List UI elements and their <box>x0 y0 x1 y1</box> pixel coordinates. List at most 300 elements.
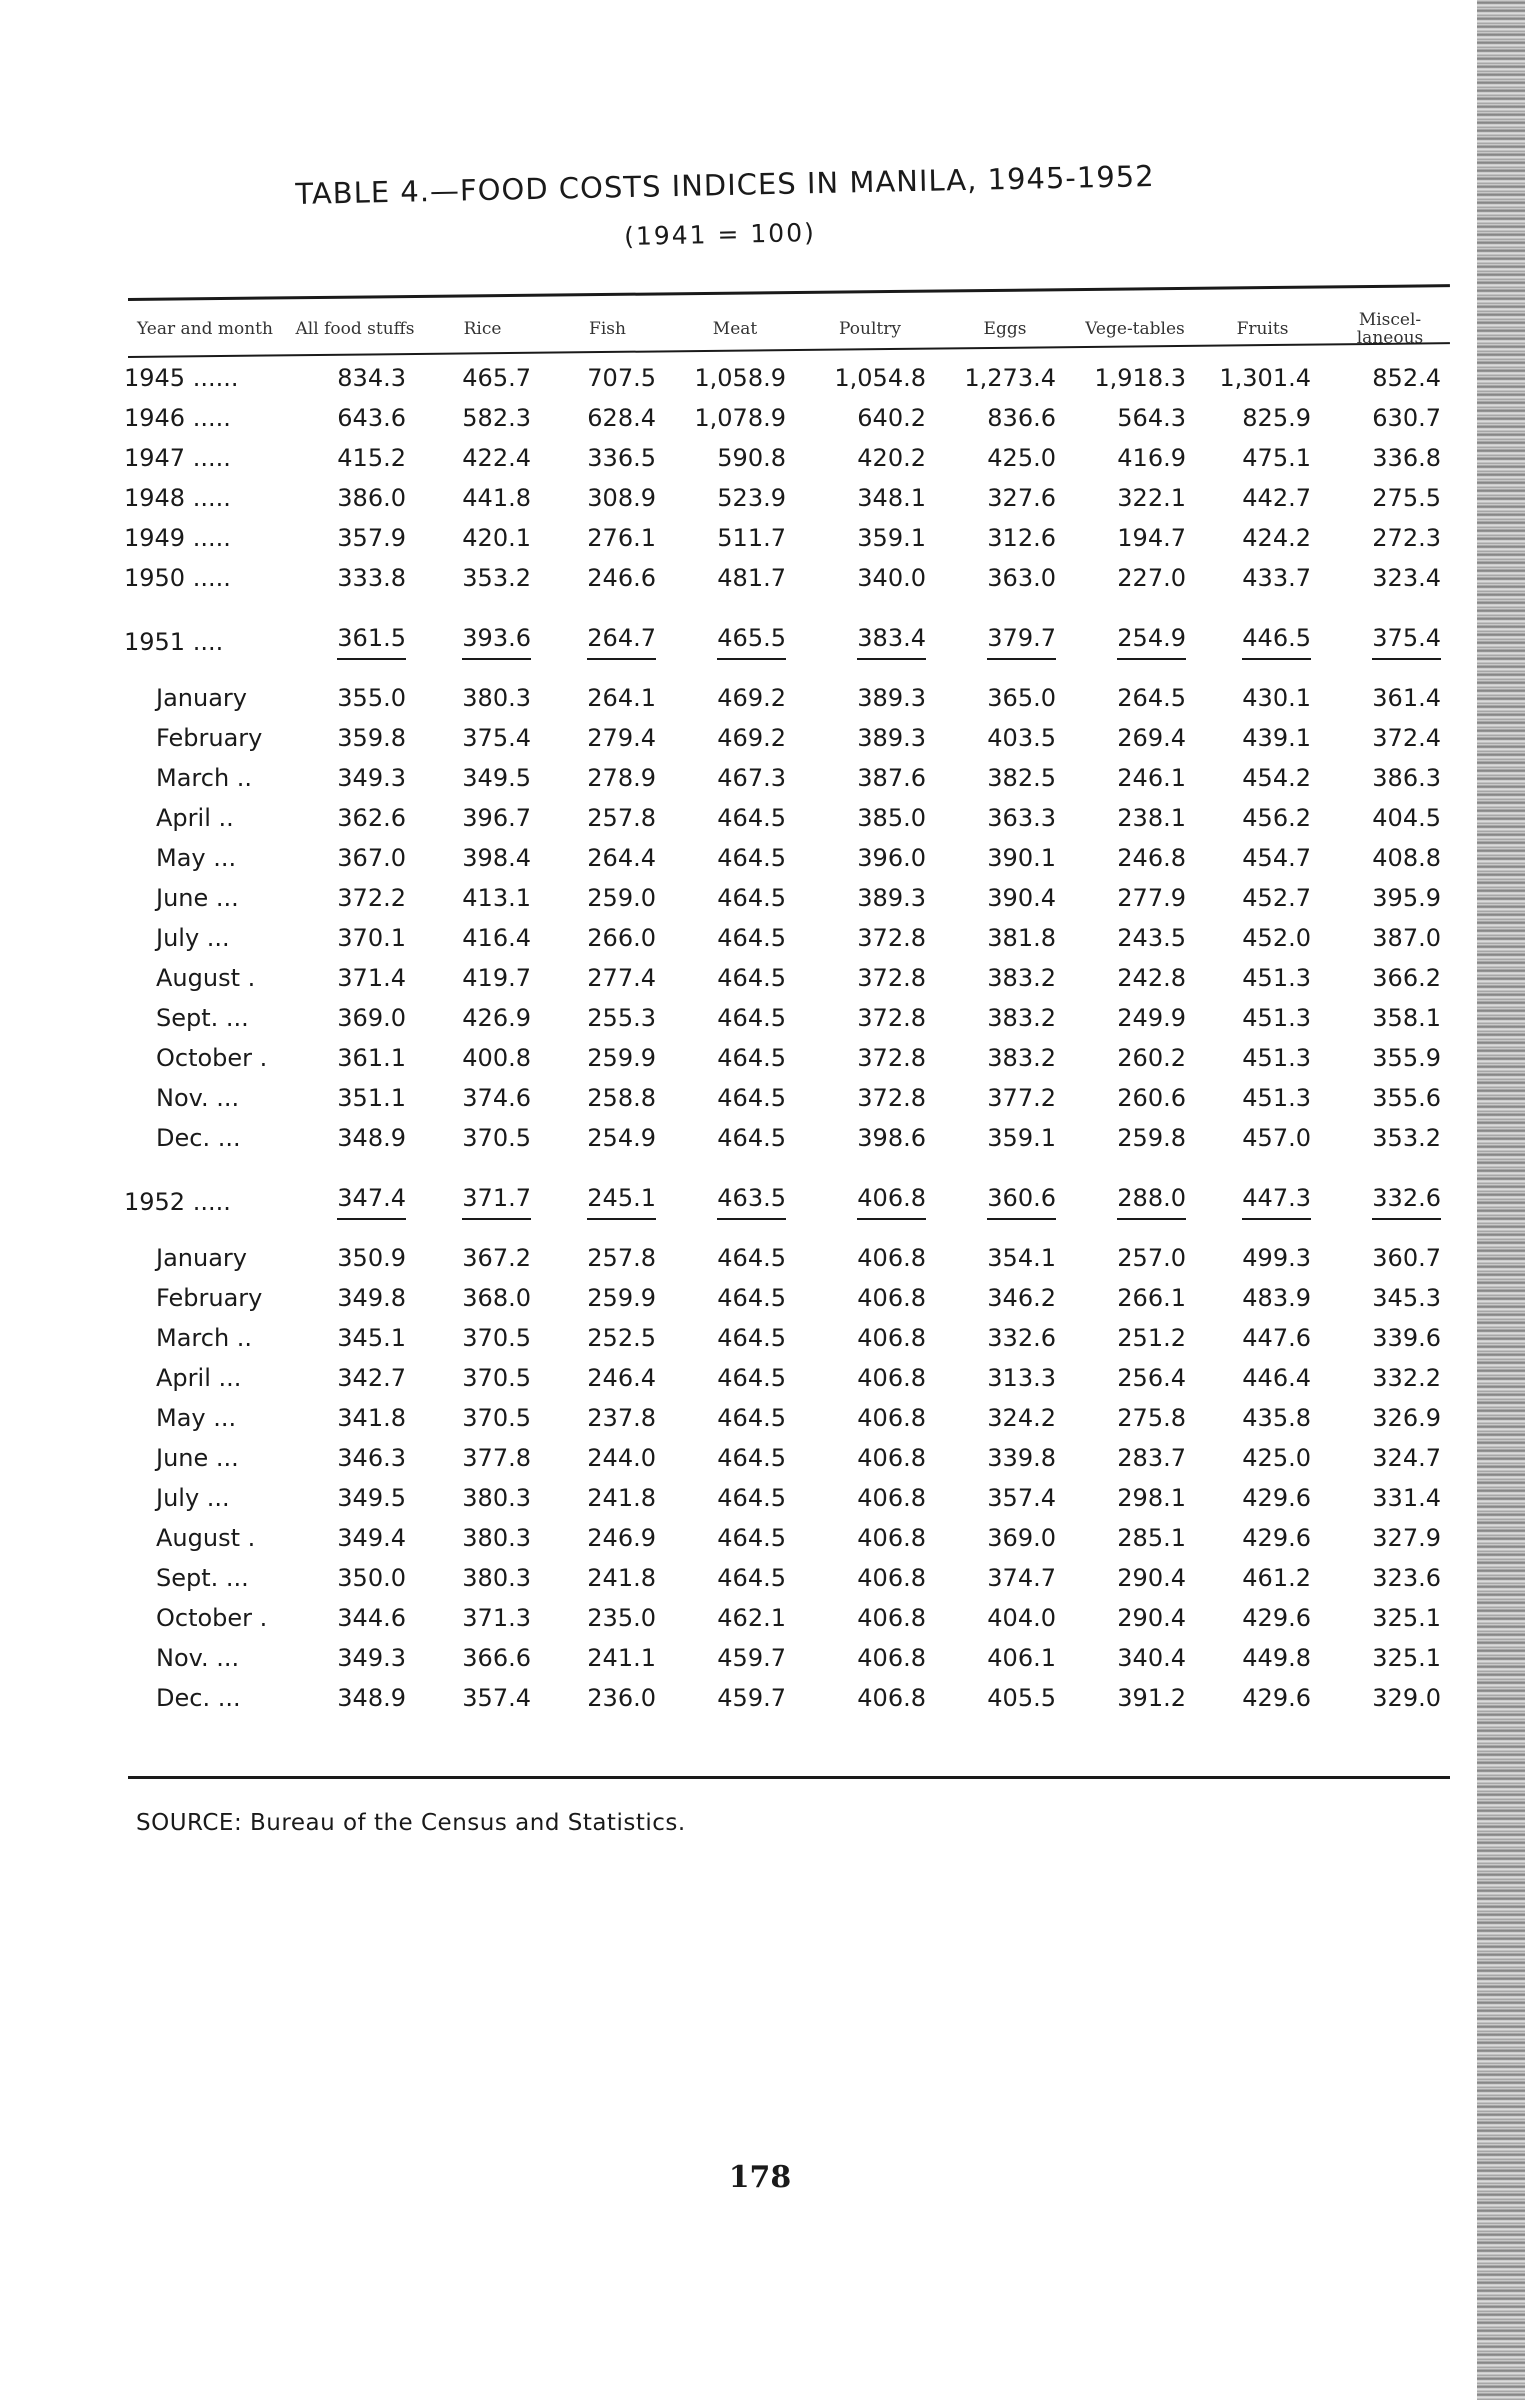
cell-value: 246.6 <box>587 564 656 592</box>
cell-value: 464.5 <box>717 1124 786 1152</box>
cell-value: 630.7 <box>1372 404 1441 432</box>
row-label: 1952 ..... <box>124 1188 231 1216</box>
cell-value: 359.1 <box>987 1124 1056 1152</box>
cell-value: 426.9 <box>462 1004 531 1032</box>
cell-value: 464.5 <box>717 1284 786 1312</box>
cell-value: 349.5 <box>337 1484 406 1512</box>
cell-value <box>290 620 420 664</box>
cell-value: 257.0 <box>1117 1244 1186 1272</box>
cell-value: 464.5 <box>717 1044 786 1072</box>
row-label: March .. <box>156 764 253 792</box>
cell-value: 340.4 <box>1117 1644 1186 1672</box>
cell-value: 1,078.9 <box>694 404 786 432</box>
row-label: August . <box>156 964 256 992</box>
cell-value: 264.5 <box>1117 684 1186 712</box>
cell-value: 398.4 <box>462 844 531 872</box>
cell-value: 340.0 <box>857 564 926 592</box>
row-label: July ... <box>156 1484 230 1512</box>
cell-text: 463.5 <box>717 1184 786 1220</box>
cell-value: 324.7 <box>1372 1444 1441 1472</box>
cell-value: 365.0 <box>987 684 1056 712</box>
cell-value: 243.5 <box>1117 924 1186 952</box>
cell-value: 241.8 <box>587 1564 656 1592</box>
cell-value: 852.4 <box>1372 364 1441 392</box>
cell-value: 406.8 <box>857 1444 926 1472</box>
cell-value: 336.8 <box>1372 444 1441 472</box>
header-miscellaneous: Miscel-laneous <box>1356 310 1424 348</box>
cell-value: 269.4 <box>1117 724 1186 752</box>
month-row <box>120 1518 1455 1558</box>
cell-value: 324.2 <box>987 1404 1056 1432</box>
cell-value: 387.6 <box>857 764 926 792</box>
cell-value: 355.0 <box>337 684 406 712</box>
cell-value: 349.4 <box>337 1524 406 1552</box>
cell-value: 241.8 <box>587 1484 656 1512</box>
cell-value: 312.6 <box>987 524 1056 552</box>
cell-value: 422.4 <box>462 444 531 472</box>
month-row <box>120 998 1455 1038</box>
cell-value: 590.8 <box>717 444 786 472</box>
cell-text: 360.6 <box>987 1184 1056 1220</box>
row-label: Nov. ... <box>156 1084 240 1112</box>
cell-text: 264.7 <box>587 624 656 660</box>
cell-value: 333.8 <box>337 564 406 592</box>
cell-value: 425.0 <box>1242 1444 1311 1472</box>
cell-value: 255.3 <box>587 1004 656 1032</box>
cell-value: 511.7 <box>717 524 786 552</box>
row-label: 1950 ..... <box>124 564 231 592</box>
page-number: 178 <box>728 2160 792 2195</box>
row-label: October . <box>156 1044 268 1072</box>
cell-value <box>1325 1180 1455 1224</box>
cell-value: 298.1 <box>1117 1484 1186 1512</box>
cell-value: 499.3 <box>1242 1244 1311 1272</box>
cell-value: 389.3 <box>857 684 926 712</box>
cell-value: 416.4 <box>462 924 531 952</box>
cell-value: 464.5 <box>717 844 786 872</box>
cell-value: 254.9 <box>587 1124 656 1152</box>
food-cost-table <box>120 300 1455 1718</box>
row-label: Dec. ... <box>156 1684 241 1712</box>
cell-value: 380.3 <box>462 1484 531 1512</box>
scan-edge <box>1477 0 1525 2400</box>
month-row <box>120 1678 1455 1718</box>
cell-value: 449.8 <box>1242 1644 1311 1672</box>
cell-value: 331.4 <box>1372 1484 1441 1512</box>
header-row <box>120 300 1455 358</box>
cell-value: 464.5 <box>717 1364 786 1392</box>
cell-value: 236.0 <box>587 1684 656 1712</box>
cell-value: 367.0 <box>337 844 406 872</box>
cell-value: 325.1 <box>1372 1644 1441 1672</box>
cell-value: 194.7 <box>1117 524 1186 552</box>
cell-value: 283.7 <box>1117 1444 1186 1472</box>
header-year-month: Year and month <box>137 319 273 339</box>
cell-value: 237.8 <box>587 1404 656 1432</box>
cell-value: 256.4 <box>1117 1364 1186 1392</box>
cell-value: 264.4 <box>587 844 656 872</box>
cell-value: 451.3 <box>1242 1004 1311 1032</box>
cell-value: 354.1 <box>987 1244 1056 1272</box>
cell-value: 372.8 <box>857 1084 926 1112</box>
cell-value: 277.9 <box>1117 884 1186 912</box>
cell-value: 1,301.4 <box>1219 364 1311 392</box>
cell-value: 628.4 <box>587 404 656 432</box>
header-vegetables: Vege-tables <box>1085 319 1185 339</box>
cell-value: 464.5 <box>717 1444 786 1472</box>
row-label: January <box>156 1244 247 1272</box>
cell-value: 346.3 <box>337 1444 406 1472</box>
cell-value <box>290 1180 420 1224</box>
year-row <box>120 398 1455 438</box>
cell-value: 251.2 <box>1117 1324 1186 1352</box>
cell-text: 383.4 <box>857 624 926 660</box>
cell-value: 1,273.4 <box>964 364 1056 392</box>
cell-value: 339.8 <box>987 1444 1056 1472</box>
cell-value: 258.8 <box>587 1084 656 1112</box>
cell-value: 403.5 <box>987 724 1056 752</box>
table-subtitle: (1941 = 100) <box>623 217 817 252</box>
cell-value: 462.1 <box>717 1604 786 1632</box>
cell-value: 370.5 <box>462 1364 531 1392</box>
cell-value: 351.1 <box>337 1084 406 1112</box>
cell-value: 326.9 <box>1372 1404 1441 1432</box>
cell-value <box>1200 1180 1325 1224</box>
cell-text: 406.8 <box>857 1184 926 1220</box>
cell-value: 348.1 <box>857 484 926 512</box>
spacer-row <box>120 598 1455 620</box>
cell-value: 469.2 <box>717 684 786 712</box>
annual-row <box>120 620 1455 664</box>
cell-text: 446.5 <box>1242 624 1311 660</box>
cell-value: 375.4 <box>462 724 531 752</box>
cell-value: 390.4 <box>987 884 1056 912</box>
cell-value: 355.9 <box>1372 1044 1441 1072</box>
cell-value: 420.2 <box>857 444 926 472</box>
cell-value: 456.2 <box>1242 804 1311 832</box>
header-rice: Rice <box>463 319 502 339</box>
cell-value: 278.9 <box>587 764 656 792</box>
cell-value: 339.6 <box>1372 1324 1441 1352</box>
cell-value <box>670 1180 800 1224</box>
row-label: 1945 ...... <box>124 364 239 392</box>
cell-text: 254.9 <box>1117 624 1186 660</box>
cell-value: 374.7 <box>987 1564 1056 1592</box>
cell-value: 370.5 <box>462 1404 531 1432</box>
cell-value: 322.1 <box>1117 484 1186 512</box>
month-row <box>120 878 1455 918</box>
row-label: May ... <box>156 844 237 872</box>
cell-value: 350.0 <box>337 1564 406 1592</box>
cell-value: 406.8 <box>857 1684 926 1712</box>
cell-text: 288.0 <box>1117 1184 1186 1220</box>
cell-value: 372.8 <box>857 1004 926 1032</box>
cell-value: 332.6 <box>987 1324 1056 1352</box>
cell-value: 372.8 <box>857 964 926 992</box>
cell-value: 349.3 <box>337 1644 406 1672</box>
cell-value: 464.5 <box>717 1004 786 1032</box>
header-meat: Meat <box>712 319 758 339</box>
cell-value <box>1070 620 1200 664</box>
cell-value: 357.9 <box>337 524 406 552</box>
cell-value: 249.9 <box>1117 1004 1186 1032</box>
cell-value: 408.8 <box>1372 844 1441 872</box>
cell-text: 447.3 <box>1242 1184 1311 1220</box>
cell-value: 433.7 <box>1242 564 1311 592</box>
cell-value <box>1200 620 1325 664</box>
year-row <box>120 438 1455 478</box>
cell-value: 329.0 <box>1372 1684 1441 1712</box>
cell-value: 259.9 <box>587 1044 656 1072</box>
cell-value: 643.6 <box>337 404 406 432</box>
cell-value: 825.9 <box>1242 404 1311 432</box>
cell-value: 368.0 <box>462 1284 531 1312</box>
cell-value: 429.6 <box>1242 1604 1311 1632</box>
header-fruits: Fruits <box>1236 319 1289 339</box>
month-row <box>120 1598 1455 1638</box>
month-row <box>120 958 1455 998</box>
cell-value: 406.8 <box>857 1644 926 1672</box>
cell-value: 323.4 <box>1372 564 1441 592</box>
cell-value: 406.8 <box>857 1524 926 1552</box>
cell-value: 836.6 <box>987 404 1056 432</box>
cell-value: 238.1 <box>1117 804 1186 832</box>
cell-value: 464.5 <box>717 884 786 912</box>
cell-value: 447.6 <box>1242 1324 1311 1352</box>
cell-value: 483.9 <box>1242 1284 1311 1312</box>
cell-value: 416.9 <box>1117 444 1186 472</box>
cell-value: 349.8 <box>337 1284 406 1312</box>
cell-value: 260.2 <box>1117 1044 1186 1072</box>
month-row <box>120 1398 1455 1438</box>
row-label: April ... <box>156 1364 242 1392</box>
cell-value: 382.5 <box>987 764 1056 792</box>
cell-value: 361.1 <box>337 1044 406 1072</box>
row-label: Sept. ... <box>156 1004 249 1032</box>
row-label: 1947 ..... <box>124 444 231 472</box>
cell-value: 246.9 <box>587 1524 656 1552</box>
cell-value: 406.8 <box>857 1284 926 1312</box>
cell-value: 404.0 <box>987 1604 1056 1632</box>
cell-value: 1,054.8 <box>834 364 926 392</box>
spacer-cell <box>120 598 1455 620</box>
cell-value: 380.3 <box>462 1564 531 1592</box>
cell-value: 257.8 <box>587 1244 656 1272</box>
month-row <box>120 1318 1455 1358</box>
header-top-rule <box>128 284 1450 301</box>
cell-value: 259.8 <box>1117 1124 1186 1152</box>
header-fish: Fish <box>589 319 626 339</box>
cell-value: 389.3 <box>857 724 926 752</box>
cell-value: 369.0 <box>987 1524 1056 1552</box>
cell-value: 406.8 <box>857 1484 926 1512</box>
cell-value: 345.1 <box>337 1324 406 1352</box>
cell-value: 464.5 <box>717 1564 786 1592</box>
row-label: March .. <box>156 1324 253 1352</box>
month-row <box>120 1558 1455 1598</box>
cell-value: 244.0 <box>587 1444 656 1472</box>
header-all-food: All food stuffs <box>295 319 415 339</box>
cell-value: 366.6 <box>462 1644 531 1672</box>
cell-value: 358.1 <box>1372 1004 1441 1032</box>
cell-value: 464.5 <box>717 1404 786 1432</box>
cell-value: 420.1 <box>462 524 531 552</box>
cell-value: 465.7 <box>462 364 531 392</box>
row-label: July ... <box>156 924 230 952</box>
cell-value: 277.4 <box>587 964 656 992</box>
cell-value: 389.3 <box>857 884 926 912</box>
cell-value: 461.2 <box>1242 1564 1311 1592</box>
cell-value: 396.0 <box>857 844 926 872</box>
month-row <box>120 758 1455 798</box>
cell-value: 357.4 <box>462 1684 531 1712</box>
cell-value: 260.6 <box>1117 1084 1186 1112</box>
cell-value: 429.6 <box>1242 1524 1311 1552</box>
cell-value: 464.5 <box>717 1324 786 1352</box>
cell-text: 375.4 <box>1372 624 1441 660</box>
cell-value: 464.5 <box>717 1084 786 1112</box>
cell-value: 381.8 <box>987 924 1056 952</box>
cell-value: 353.2 <box>462 564 531 592</box>
cell-value: 380.3 <box>462 684 531 712</box>
cell-value: 227.0 <box>1117 564 1186 592</box>
cell-value: 246.1 <box>1117 764 1186 792</box>
cell-value <box>800 620 940 664</box>
cell-value: 323.6 <box>1372 1564 1441 1592</box>
cell-value: 357.4 <box>987 1484 1056 1512</box>
cell-value: 442.7 <box>1242 484 1311 512</box>
cell-value: 325.1 <box>1372 1604 1441 1632</box>
cell-value: 327.9 <box>1372 1524 1441 1552</box>
cell-value: 452.7 <box>1242 884 1311 912</box>
cell-value: 257.8 <box>587 804 656 832</box>
row-label: October . <box>156 1604 268 1632</box>
cell-text: 371.7 <box>462 1184 531 1220</box>
cell-value: 481.7 <box>717 564 786 592</box>
cell-value: 349.3 <box>337 764 406 792</box>
cell-value <box>545 1180 670 1224</box>
cell-value: 371.3 <box>462 1604 531 1632</box>
cell-value <box>670 620 800 664</box>
table-body <box>120 358 1455 1718</box>
cell-value: 336.5 <box>587 444 656 472</box>
cell-value: 451.3 <box>1242 1084 1311 1112</box>
cell-value: 404.5 <box>1372 804 1441 832</box>
cell-text: 379.7 <box>987 624 1056 660</box>
cell-value: 252.5 <box>587 1324 656 1352</box>
cell-value: 405.5 <box>987 1684 1056 1712</box>
cell-value: 413.1 <box>462 884 531 912</box>
cell-value: 332.2 <box>1372 1364 1441 1392</box>
cell-value: 383.2 <box>987 1044 1056 1072</box>
cell-value <box>1325 620 1455 664</box>
cell-value: 259.9 <box>587 1284 656 1312</box>
cell-text: 465.5 <box>717 624 786 660</box>
cell-value: 377.8 <box>462 1444 531 1472</box>
cell-value: 345.3 <box>1372 1284 1441 1312</box>
cell-value: 435.8 <box>1242 1404 1311 1432</box>
cell-value: 372.4 <box>1372 724 1441 752</box>
cell-value: 385.0 <box>857 804 926 832</box>
cell-value: 707.5 <box>587 364 656 392</box>
row-label: Dec. ... <box>156 1124 241 1152</box>
cell-value: 235.0 <box>587 1604 656 1632</box>
cell-value: 406.8 <box>857 1604 926 1632</box>
cell-value <box>420 1180 545 1224</box>
cell-value: 359.8 <box>337 724 406 752</box>
cell-value: 370.5 <box>462 1324 531 1352</box>
row-label: June ... <box>156 884 239 912</box>
cell-value: 464.5 <box>717 924 786 952</box>
row-label: 1951 .... <box>124 628 224 656</box>
cell-value: 369.0 <box>337 1004 406 1032</box>
cell-value: 464.5 <box>717 1244 786 1272</box>
cell-value <box>800 1180 940 1224</box>
cell-value: 441.8 <box>462 484 531 512</box>
cell-value: 398.6 <box>857 1124 926 1152</box>
cell-value: 406.8 <box>857 1244 926 1272</box>
cell-value: 349.5 <box>462 764 531 792</box>
row-label: 1948 ..... <box>124 484 231 512</box>
month-row <box>120 1278 1455 1318</box>
cell-value: 439.1 <box>1242 724 1311 752</box>
month-row <box>120 1478 1455 1518</box>
cell-value: 386.0 <box>337 484 406 512</box>
cell-value: 242.8 <box>1117 964 1186 992</box>
month-row <box>120 1038 1455 1078</box>
cell-value: 451.3 <box>1242 964 1311 992</box>
cell-value: 370.5 <box>462 1124 531 1152</box>
cell-value: 1,058.9 <box>694 364 786 392</box>
cell-value: 383.2 <box>987 964 1056 992</box>
cell-text: 361.5 <box>337 624 406 660</box>
cell-value: 366.2 <box>1372 964 1441 992</box>
cell-value: 383.2 <box>987 1004 1056 1032</box>
month-row <box>120 1078 1455 1118</box>
cell-value: 1,918.3 <box>1094 364 1186 392</box>
cell-value: 279.4 <box>587 724 656 752</box>
cell-value: 362.6 <box>337 804 406 832</box>
cell-value <box>545 620 670 664</box>
cell-value: 425.0 <box>987 444 1056 472</box>
month-row <box>120 1438 1455 1478</box>
cell-value: 241.1 <box>587 1644 656 1672</box>
cell-value: 372.2 <box>337 884 406 912</box>
cell-value: 391.2 <box>1117 1684 1186 1712</box>
cell-text: 332.6 <box>1372 1184 1441 1220</box>
cell-value: 353.2 <box>1372 1124 1441 1152</box>
cell-value: 464.5 <box>717 1484 786 1512</box>
month-row <box>120 664 1455 718</box>
row-label: August . <box>156 1524 256 1552</box>
cell-value: 372.8 <box>857 924 926 952</box>
annual-row <box>120 1180 1455 1224</box>
month-row <box>120 838 1455 878</box>
cell-value: 452.0 <box>1242 924 1311 952</box>
cell-value <box>940 620 1070 664</box>
cell-value: 396.7 <box>462 804 531 832</box>
cell-value: 380.3 <box>462 1524 531 1552</box>
cell-value: 457.0 <box>1242 1124 1311 1152</box>
month-row <box>120 718 1455 758</box>
header-eggs: Eggs <box>983 319 1027 339</box>
cell-value: 264.1 <box>587 684 656 712</box>
row-label: Nov. ... <box>156 1644 240 1672</box>
cell-value: 395.9 <box>1372 884 1441 912</box>
cell-value: 372.8 <box>857 1044 926 1072</box>
cell-value: 246.4 <box>587 1364 656 1392</box>
cell-value: 266.1 <box>1117 1284 1186 1312</box>
